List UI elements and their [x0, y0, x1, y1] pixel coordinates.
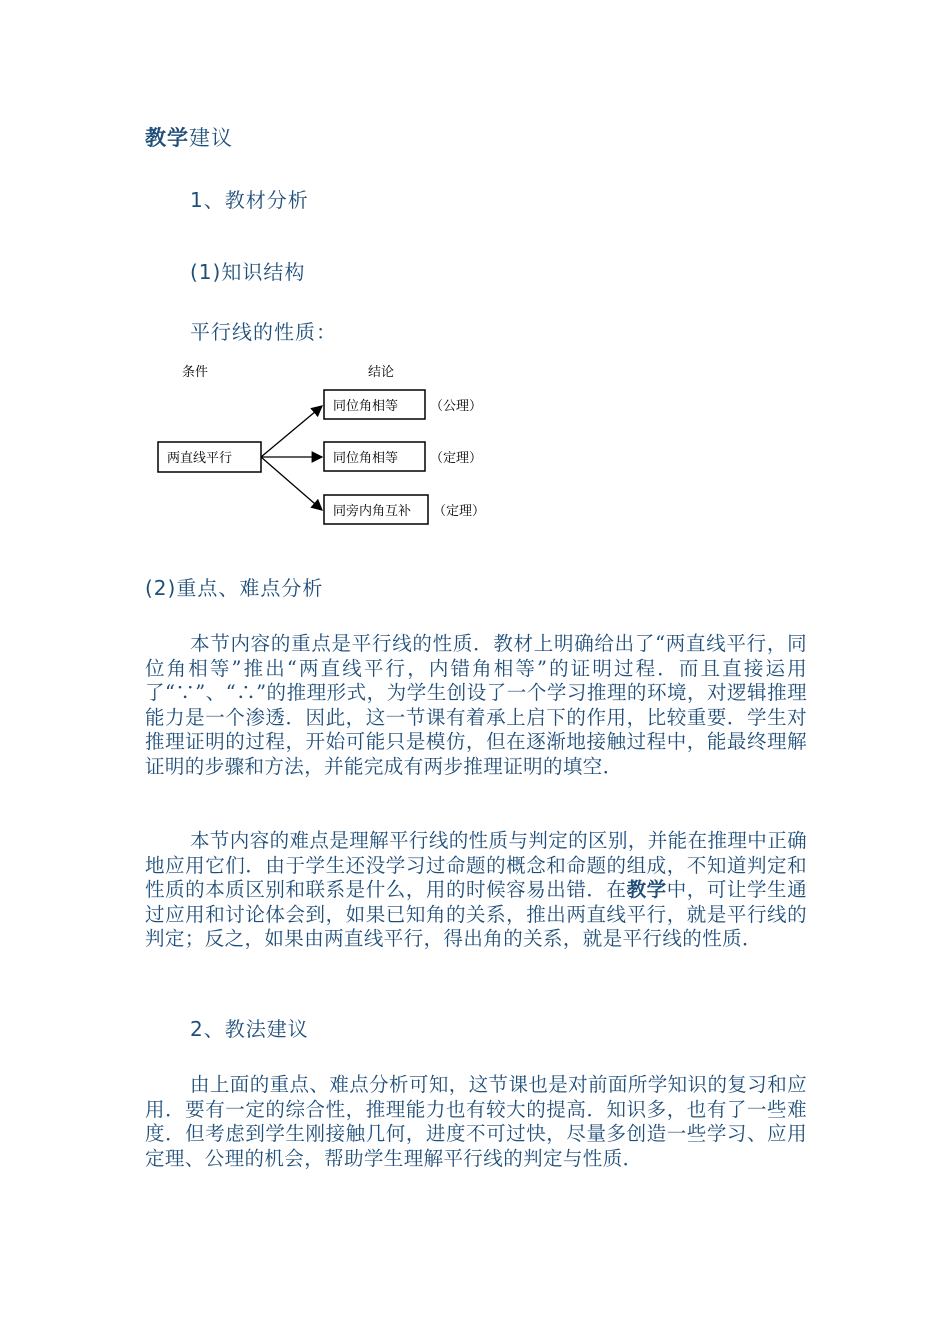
section-heading-2: 2、教法建议 — [190, 1017, 309, 1041]
section-heading-1: 1、教材分析 — [190, 188, 309, 212]
arrow-1 — [261, 406, 322, 457]
conclusion-label: 结论 — [368, 365, 395, 380]
paragraph-method: 由上面的重点、难点分析可知，这节课也是对前面所学知识的复习和应用．要有一定的综合性，推理能力也有较大的提高．知识多，也有了一些难度．但考虑到学生刚接触几何，进度不可过快，尽量多创造一些学习、应用定理、公理的机会，帮助学生理解平行线的判定与性质． — [145, 1073, 807, 1170]
result-text-1: 同位角相等 — [333, 399, 399, 414]
result-tag-3: （定理） — [433, 504, 486, 519]
result-text-2: 同位角相等 — [333, 451, 399, 466]
lead-text: 平行线的性质： — [190, 320, 337, 344]
p2-after: 中，可让学生通过应用和讨论体会到，如果已知角的关系，推出两直线平行，就是平行线的判定；反之，如果由两直线平行，得出角的关系，就是平行线的性质． — [145, 878, 807, 951]
title-bold: 教学 — [145, 126, 189, 150]
condition-label: 条件 — [182, 365, 209, 380]
result-tag-2: （定理） — [430, 451, 483, 466]
paragraph-focus: 本节内容的重点是平行线的性质．教材上明确给出了“两直线平行，同位角相等”推出“两直线平行，内错角相等”的证明过程．而且直接运用了“∵”、“∴”的推理形式，为学生创设了一个学习推理的环境，对逻辑推理能力是一个渗透．因此，这一节课有着承上启下的作用，比较重要．学生对推理证明的过程，开始可能只是模仿，但在逐渐地接触过程中，能最终理解证明的步骤和方法，并能完成有两步推理证明的填空． — [145, 632, 807, 778]
p2-bold: 教学 — [626, 878, 667, 902]
result-tag-1: （公理） — [430, 399, 483, 414]
subsection-heading-2: (2)重点、难点分析 — [145, 576, 324, 600]
premise-text: 两直线平行 — [167, 451, 233, 466]
page-title — [145, 122, 233, 152]
result-text-3: 同旁内角互补 — [333, 504, 412, 519]
title-rest: 建议 — [189, 126, 233, 150]
arrow-3 — [261, 457, 322, 510]
subsection-heading-1: (1)知识结构 — [190, 260, 306, 284]
paragraph-difficulty — [145, 829, 807, 952]
p2-before: 本节内容的难点是理解平行线的性质与判定的区别，并能在推理中正确地应用它们．由于学生还没学习过命题的概念和命题的组成，不知道判定和性质的本质区别和联系是什么，用的时候容易出错．在 — [145, 829, 807, 902]
property-diagram — [150, 360, 500, 530]
